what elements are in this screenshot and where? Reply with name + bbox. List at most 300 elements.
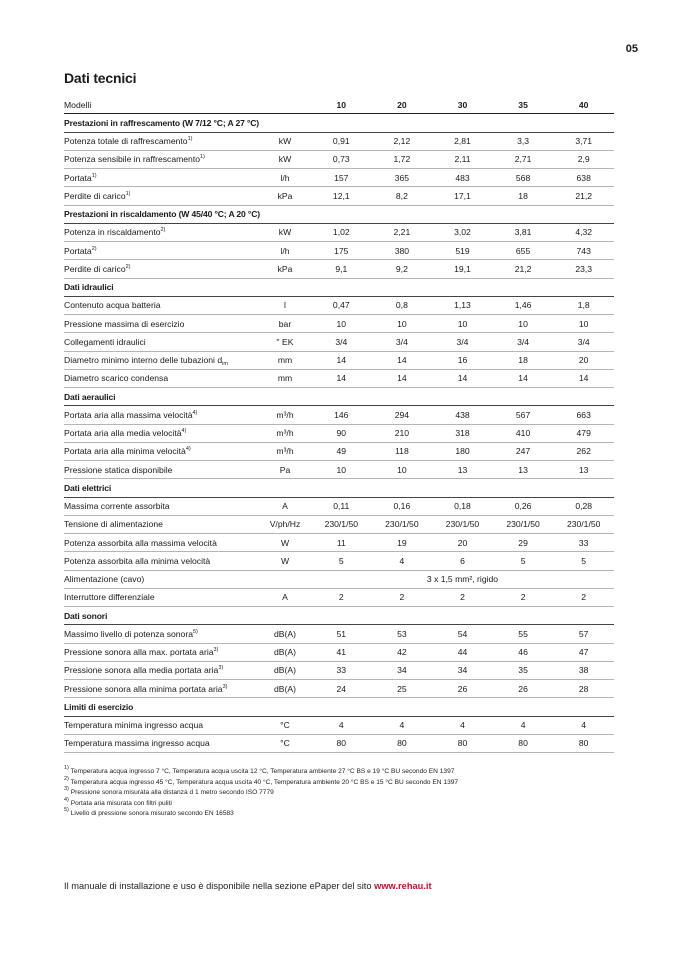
page-title: Dati tecnici (64, 70, 137, 86)
footnote-ref: 1) (125, 190, 131, 197)
row-value: 80 (553, 734, 614, 752)
footer-link[interactable]: www.rehau.it (374, 881, 432, 891)
row-label-text: Pressione statica disponibile (64, 464, 173, 475)
table-row (64, 169, 614, 187)
row-value: 2,12 (372, 132, 433, 150)
row-unit: W (259, 552, 311, 570)
row-value: 2 (553, 588, 614, 606)
row-value: 294 (372, 406, 433, 424)
row-label (64, 150, 259, 168)
row-label (64, 242, 259, 260)
row-value: 4 (553, 716, 614, 734)
row-value: 5 (311, 552, 372, 570)
row-value: 1,46 (493, 296, 554, 314)
row-unit: °C (259, 734, 311, 752)
row-label (64, 351, 259, 369)
row-value: 42 (372, 643, 433, 661)
row-unit: kPa (259, 260, 311, 278)
section-header (64, 479, 614, 497)
table-row (64, 643, 614, 661)
row-value: 519 (432, 242, 493, 260)
footnote-ref: 4) (181, 428, 187, 435)
footnote-text: Portata aria misurata con filtri puliti (70, 799, 172, 807)
table-row (64, 515, 614, 533)
row-label (64, 534, 259, 552)
row-label (64, 260, 259, 278)
row-value: 53 (372, 625, 433, 643)
row-value: 1,02 (311, 223, 372, 241)
row-value: 2 (493, 588, 554, 606)
row-label-text: Temperatura minima ingresso acqua (64, 720, 203, 731)
row-label-text: Portata (64, 245, 92, 256)
row-value: 2 (372, 588, 433, 606)
row-value: 438 (432, 406, 493, 424)
row-label (64, 442, 259, 460)
footnote-ref: 4) (192, 409, 198, 416)
row-value: 157 (311, 169, 372, 187)
row-label-text: Perdite di carico (64, 263, 126, 274)
row-unit: dB(A) (259, 680, 311, 698)
row-label (64, 132, 259, 150)
row-value: 90 (311, 424, 372, 442)
footnote-ref: 4) (185, 446, 191, 453)
table-row (64, 406, 614, 424)
row-value: 19 (372, 534, 433, 552)
row-value: 3/4 (493, 333, 554, 351)
row-value: 20 (553, 351, 614, 369)
row-value: 20 (432, 534, 493, 552)
row-value: 11 (311, 534, 372, 552)
table-row (64, 625, 614, 643)
row-value: 19,1 (432, 260, 493, 278)
row-label-text: Massima corrente assorbita (64, 501, 170, 512)
row-unit: l/h (259, 242, 311, 260)
row-value: 0,47 (311, 296, 372, 314)
footnote-text: Temperatura acqua ingresso 7 °C, Temperatura acqua uscita 12 °C, Temperatura ambiente 27 °C BS e 19 °C BU secondo EN 1397 (70, 768, 455, 775)
row-label-text: Potenza in riscaldamento (64, 227, 161, 238)
row-value: 365 (372, 169, 433, 187)
row-value: 14 (372, 351, 433, 369)
row-value: 230/1/50 (493, 515, 554, 533)
row-label (64, 734, 259, 752)
row-value: 38 (553, 661, 614, 679)
row-value: 0,18 (432, 497, 493, 515)
row-value: 0,26 (493, 497, 554, 515)
row-value: 262 (553, 442, 614, 460)
page-number: 05 (625, 43, 638, 55)
row-value: 230/1/50 (553, 515, 614, 533)
table-row (64, 296, 614, 314)
row-value: 17,1 (432, 187, 493, 205)
row-value: 1,72 (372, 150, 433, 168)
row-value: 51 (311, 625, 372, 643)
table-row (64, 187, 614, 205)
row-unit (259, 570, 311, 588)
row-label (64, 223, 259, 241)
row-label-text: Tensione di alimentazione (64, 519, 163, 530)
footnote-mark: 2) (64, 775, 69, 782)
header-label: Modelli (64, 96, 259, 114)
footnote-ref: 3) (213, 647, 219, 654)
footnote (64, 788, 458, 799)
row-value: 230/1/50 (311, 515, 372, 533)
table-row (64, 534, 614, 552)
row-value: 8,2 (372, 187, 433, 205)
row-value: 146 (311, 406, 372, 424)
table-row (64, 333, 614, 351)
row-value: 34 (372, 661, 433, 679)
table-row (64, 734, 614, 752)
table-row (64, 150, 614, 168)
row-value: 18 (493, 187, 554, 205)
row-value: 655 (493, 242, 554, 260)
row-label-text: Portata aria alla massima velocità (64, 409, 193, 420)
row-value: 3/4 (372, 333, 433, 351)
row-value: 663 (553, 406, 614, 424)
row-value: 10 (372, 315, 433, 333)
table-row (64, 424, 614, 442)
table-row (64, 588, 614, 606)
row-value: 12,1 (311, 187, 372, 205)
row-value: 33 (553, 534, 614, 552)
row-label-text: Diametro minimo interno delle tubazioni d (64, 355, 223, 366)
row-unit: bar (259, 315, 311, 333)
footnotes (64, 767, 458, 820)
row-value: 80 (311, 734, 372, 752)
row-value: 80 (432, 734, 493, 752)
table-row (64, 661, 614, 679)
row-value: 54 (432, 625, 493, 643)
table-row (64, 369, 614, 387)
row-value: 743 (553, 242, 614, 260)
row-value: 47 (553, 643, 614, 661)
row-label (64, 424, 259, 442)
row-value: 568 (493, 169, 554, 187)
row-value: 14 (311, 369, 372, 387)
section-title: Dati aeraulici (64, 388, 614, 406)
row-value: 247 (493, 442, 554, 460)
row-value: 4 (432, 716, 493, 734)
footnote-mark: 4) (64, 796, 69, 803)
row-value: 380 (372, 242, 433, 260)
row-label (64, 461, 259, 479)
footnote-text: Temperatura acqua ingresso 45 °C, Temperatura acqua uscita 40 °C, Temperatura ambiente 20 °C BS e 15 °C BU secondo EN 1397 (70, 778, 459, 786)
row-value: 10 (553, 315, 614, 333)
row-value: 55 (493, 625, 554, 643)
header-model: 20 (372, 96, 433, 114)
row-value: 1,8 (553, 296, 614, 314)
row-value: 57 (553, 625, 614, 643)
row-label (64, 515, 259, 533)
row-value: 0,8 (372, 296, 433, 314)
section-title: Limiti di esercizio (64, 698, 614, 716)
row-value: 14 (553, 369, 614, 387)
row-label (64, 315, 259, 333)
row-label (64, 570, 259, 588)
row-value: 33 (311, 661, 372, 679)
section-title: Dati idraulici (64, 278, 614, 296)
row-label-text: Pressione massima di esercizio (64, 318, 185, 329)
row-unit: m³/h (259, 442, 311, 460)
row-value: 10 (493, 315, 554, 333)
row-value: 14 (372, 369, 433, 387)
row-label (64, 552, 259, 570)
table-row (64, 497, 614, 515)
header-unit (259, 96, 311, 114)
row-value: 3/4 (553, 333, 614, 351)
row-label (64, 588, 259, 606)
section-header (64, 607, 614, 625)
row-label (64, 661, 259, 679)
row-value: 25 (372, 680, 433, 698)
table-row (64, 442, 614, 460)
header-model: 40 (553, 96, 614, 114)
row-value: 5 (493, 552, 554, 570)
header-model: 10 (311, 96, 372, 114)
row-value: 4 (372, 716, 433, 734)
row-label-text: Portata (64, 172, 92, 183)
table-row (64, 223, 614, 241)
table-row (64, 716, 614, 734)
header-model: 30 (432, 96, 493, 114)
row-value: 10 (311, 315, 372, 333)
section-title: Prestazioni in riscaldamento (W 45/40 °C; A 20 °C) (64, 205, 614, 223)
row-value: 175 (311, 242, 372, 260)
footnote-ref: 3) (218, 665, 224, 672)
row-value: 10 (372, 461, 433, 479)
row-value: 14 (432, 369, 493, 387)
row-label (64, 369, 259, 387)
header-model: 35 (493, 96, 554, 114)
row-label (64, 716, 259, 734)
row-unit: kW (259, 223, 311, 241)
row-label-text: Diametro scarico condensa (64, 373, 169, 384)
footnote-ref: 5) (192, 628, 198, 635)
row-value: 3,02 (432, 223, 493, 241)
section-header (64, 114, 614, 132)
row-value: 3,71 (553, 132, 614, 150)
footnote-mark: 5) (64, 807, 69, 814)
row-label-text: Temperatura massima ingresso acqua (64, 738, 210, 749)
row-unit: mm (259, 369, 311, 387)
row-value: 14 (311, 351, 372, 369)
row-value: 49 (311, 442, 372, 460)
section-title: Prestazioni in raffrescamento (W 7/12 °C; A 27 °C) (64, 114, 614, 132)
row-unit: l (259, 296, 311, 314)
row-label-subscript: im (222, 361, 228, 368)
footnote (64, 796, 458, 810)
row-unit: kW (259, 132, 311, 150)
footnote-ref: 2) (125, 263, 131, 270)
footnote-mark: 3) (64, 786, 69, 793)
footnote (64, 767, 458, 778)
row-value: 230/1/50 (432, 515, 493, 533)
row-value: 210 (372, 424, 433, 442)
row-unit: °C (259, 716, 311, 734)
row-value: 2,11 (432, 150, 493, 168)
row-label-text: Pressione sonora alla media portata aria (64, 665, 219, 676)
section-title: Dati sonori (64, 607, 614, 625)
row-label (64, 333, 259, 351)
row-value: 2,81 (432, 132, 493, 150)
row-unit: l/h (259, 169, 311, 187)
footnote-text: Livello di pressione sonora misurato secondo EN 16583 (70, 810, 234, 818)
table-header-row (64, 96, 614, 114)
row-unit: m³/h (259, 424, 311, 442)
row-label (64, 643, 259, 661)
row-value: 21,2 (493, 260, 554, 278)
row-value: 80 (493, 734, 554, 752)
footnote-ref: 1) (187, 136, 193, 143)
footnote-ref: 1) (200, 154, 205, 161)
row-label-text: Massimo livello di potenza sonora (64, 628, 193, 639)
row-value: 44 (432, 643, 493, 661)
row-value: 80 (372, 734, 433, 752)
footnote-ref: 3) (222, 683, 228, 690)
row-label (64, 296, 259, 314)
row-value: 41 (311, 643, 372, 661)
row-value: 4 (311, 716, 372, 734)
row-unit: mm (259, 351, 311, 369)
row-unit: dB(A) (259, 625, 311, 643)
row-unit: dB(A) (259, 661, 311, 679)
footnote (64, 775, 459, 789)
row-value-span: 3 x 1,5 mm², rigido (311, 570, 614, 588)
footnote-ref: 2) (91, 245, 97, 252)
table-row (64, 132, 614, 150)
footer-text: Il manuale di installazione e uso è disponibile nella sezione ePaper del sito (64, 881, 375, 891)
row-label-text: Pressione sonora alla max. portata aria (64, 647, 214, 658)
row-value: 2,21 (372, 223, 433, 241)
table-row (64, 461, 614, 479)
row-value: 21,2 (553, 187, 614, 205)
row-value: 3/4 (432, 333, 493, 351)
row-value: 9,2 (372, 260, 433, 278)
row-value: 9,1 (311, 260, 372, 278)
row-label-text: Potenza assorbita alla minima velocità (64, 555, 211, 566)
row-value: 34 (432, 661, 493, 679)
row-label-text: Perdite di carico (64, 190, 126, 201)
footnote (64, 809, 458, 820)
row-label-text: Contenuto acqua batteria (64, 300, 161, 311)
row-value: 29 (493, 534, 554, 552)
row-value: 24 (311, 680, 372, 698)
row-value: 0,73 (311, 150, 372, 168)
table-row (64, 570, 614, 588)
footnote-ref: 1) (91, 172, 97, 179)
technical-data-table (64, 96, 614, 753)
table-row (64, 351, 614, 369)
row-unit: Pa (259, 461, 311, 479)
footnote-text: Pressione sonora misurata alla distanza d 1 metro secondo ISO 7779 (70, 789, 274, 797)
footer (64, 881, 432, 891)
row-value: 13 (432, 461, 493, 479)
row-value: 180 (432, 442, 493, 460)
row-label (64, 187, 259, 205)
row-value: 35 (493, 661, 554, 679)
row-unit: A (259, 588, 311, 606)
row-label (64, 497, 259, 515)
row-value: 318 (432, 424, 493, 442)
row-unit: A (259, 497, 311, 515)
footnote-ref: 2) (160, 227, 166, 234)
table-row (64, 552, 614, 570)
footnote-mark: 1) (64, 765, 69, 771)
row-value: 26 (493, 680, 554, 698)
row-value: 2 (311, 588, 372, 606)
row-label-text: Portata aria alla media velocità (64, 428, 182, 439)
row-value: 26 (432, 680, 493, 698)
row-label-text: Collegamenti idraulici (64, 336, 146, 347)
row-value: 1,13 (432, 296, 493, 314)
row-label (64, 169, 259, 187)
row-value: 13 (493, 461, 554, 479)
row-unit: kPa (259, 187, 311, 205)
row-value: 16 (432, 351, 493, 369)
row-label-text: Potenza totale di raffrescamento (64, 136, 188, 147)
section-header (64, 278, 614, 296)
row-value: 2,71 (493, 150, 554, 168)
row-value: 2 (432, 588, 493, 606)
row-value: 4 (493, 716, 554, 734)
row-label-text: Interruttore differenziale (64, 592, 155, 603)
row-value: 638 (553, 169, 614, 187)
section-header (64, 205, 614, 223)
row-value: 10 (432, 315, 493, 333)
table-row (64, 315, 614, 333)
row-value: 14 (493, 369, 554, 387)
row-label (64, 625, 259, 643)
row-value: 23,3 (553, 260, 614, 278)
row-label (64, 406, 259, 424)
row-value: 230/1/50 (372, 515, 433, 533)
row-label-text: Potenza sensibile in raffrescamento (64, 154, 200, 165)
table-row (64, 680, 614, 698)
row-label-text: Portata aria alla minima velocità (64, 446, 186, 457)
row-label-text: Pressione sonora alla minima portata aria (64, 683, 223, 694)
table-row (64, 242, 614, 260)
row-value: 0,28 (553, 497, 614, 515)
row-value: 567 (493, 406, 554, 424)
row-unit: V/ph/Hz (259, 515, 311, 533)
section-header (64, 698, 614, 716)
row-value: 0,16 (372, 497, 433, 515)
row-label-text: Alimentazione (cavo) (64, 574, 145, 585)
row-unit: kW (259, 150, 311, 168)
row-unit: W (259, 534, 311, 552)
row-value: 2,9 (553, 150, 614, 168)
row-value: 0,91 (311, 132, 372, 150)
section-title: Dati elettrici (64, 479, 614, 497)
row-unit: " EK (259, 333, 311, 351)
row-value: 483 (432, 169, 493, 187)
row-value: 10 (311, 461, 372, 479)
row-unit: m³/h (259, 406, 311, 424)
table-row (64, 260, 614, 278)
row-label (64, 680, 259, 698)
row-unit: dB(A) (259, 643, 311, 661)
row-value: 3/4 (311, 333, 372, 351)
row-value: 410 (493, 424, 554, 442)
row-value: 3,3 (493, 132, 554, 150)
row-value: 6 (432, 552, 493, 570)
row-value: 5 (553, 552, 614, 570)
row-value: 479 (553, 424, 614, 442)
row-value: 3,81 (493, 223, 554, 241)
section-header (64, 388, 614, 406)
row-value: 18 (493, 351, 554, 369)
row-value: 118 (372, 442, 433, 460)
